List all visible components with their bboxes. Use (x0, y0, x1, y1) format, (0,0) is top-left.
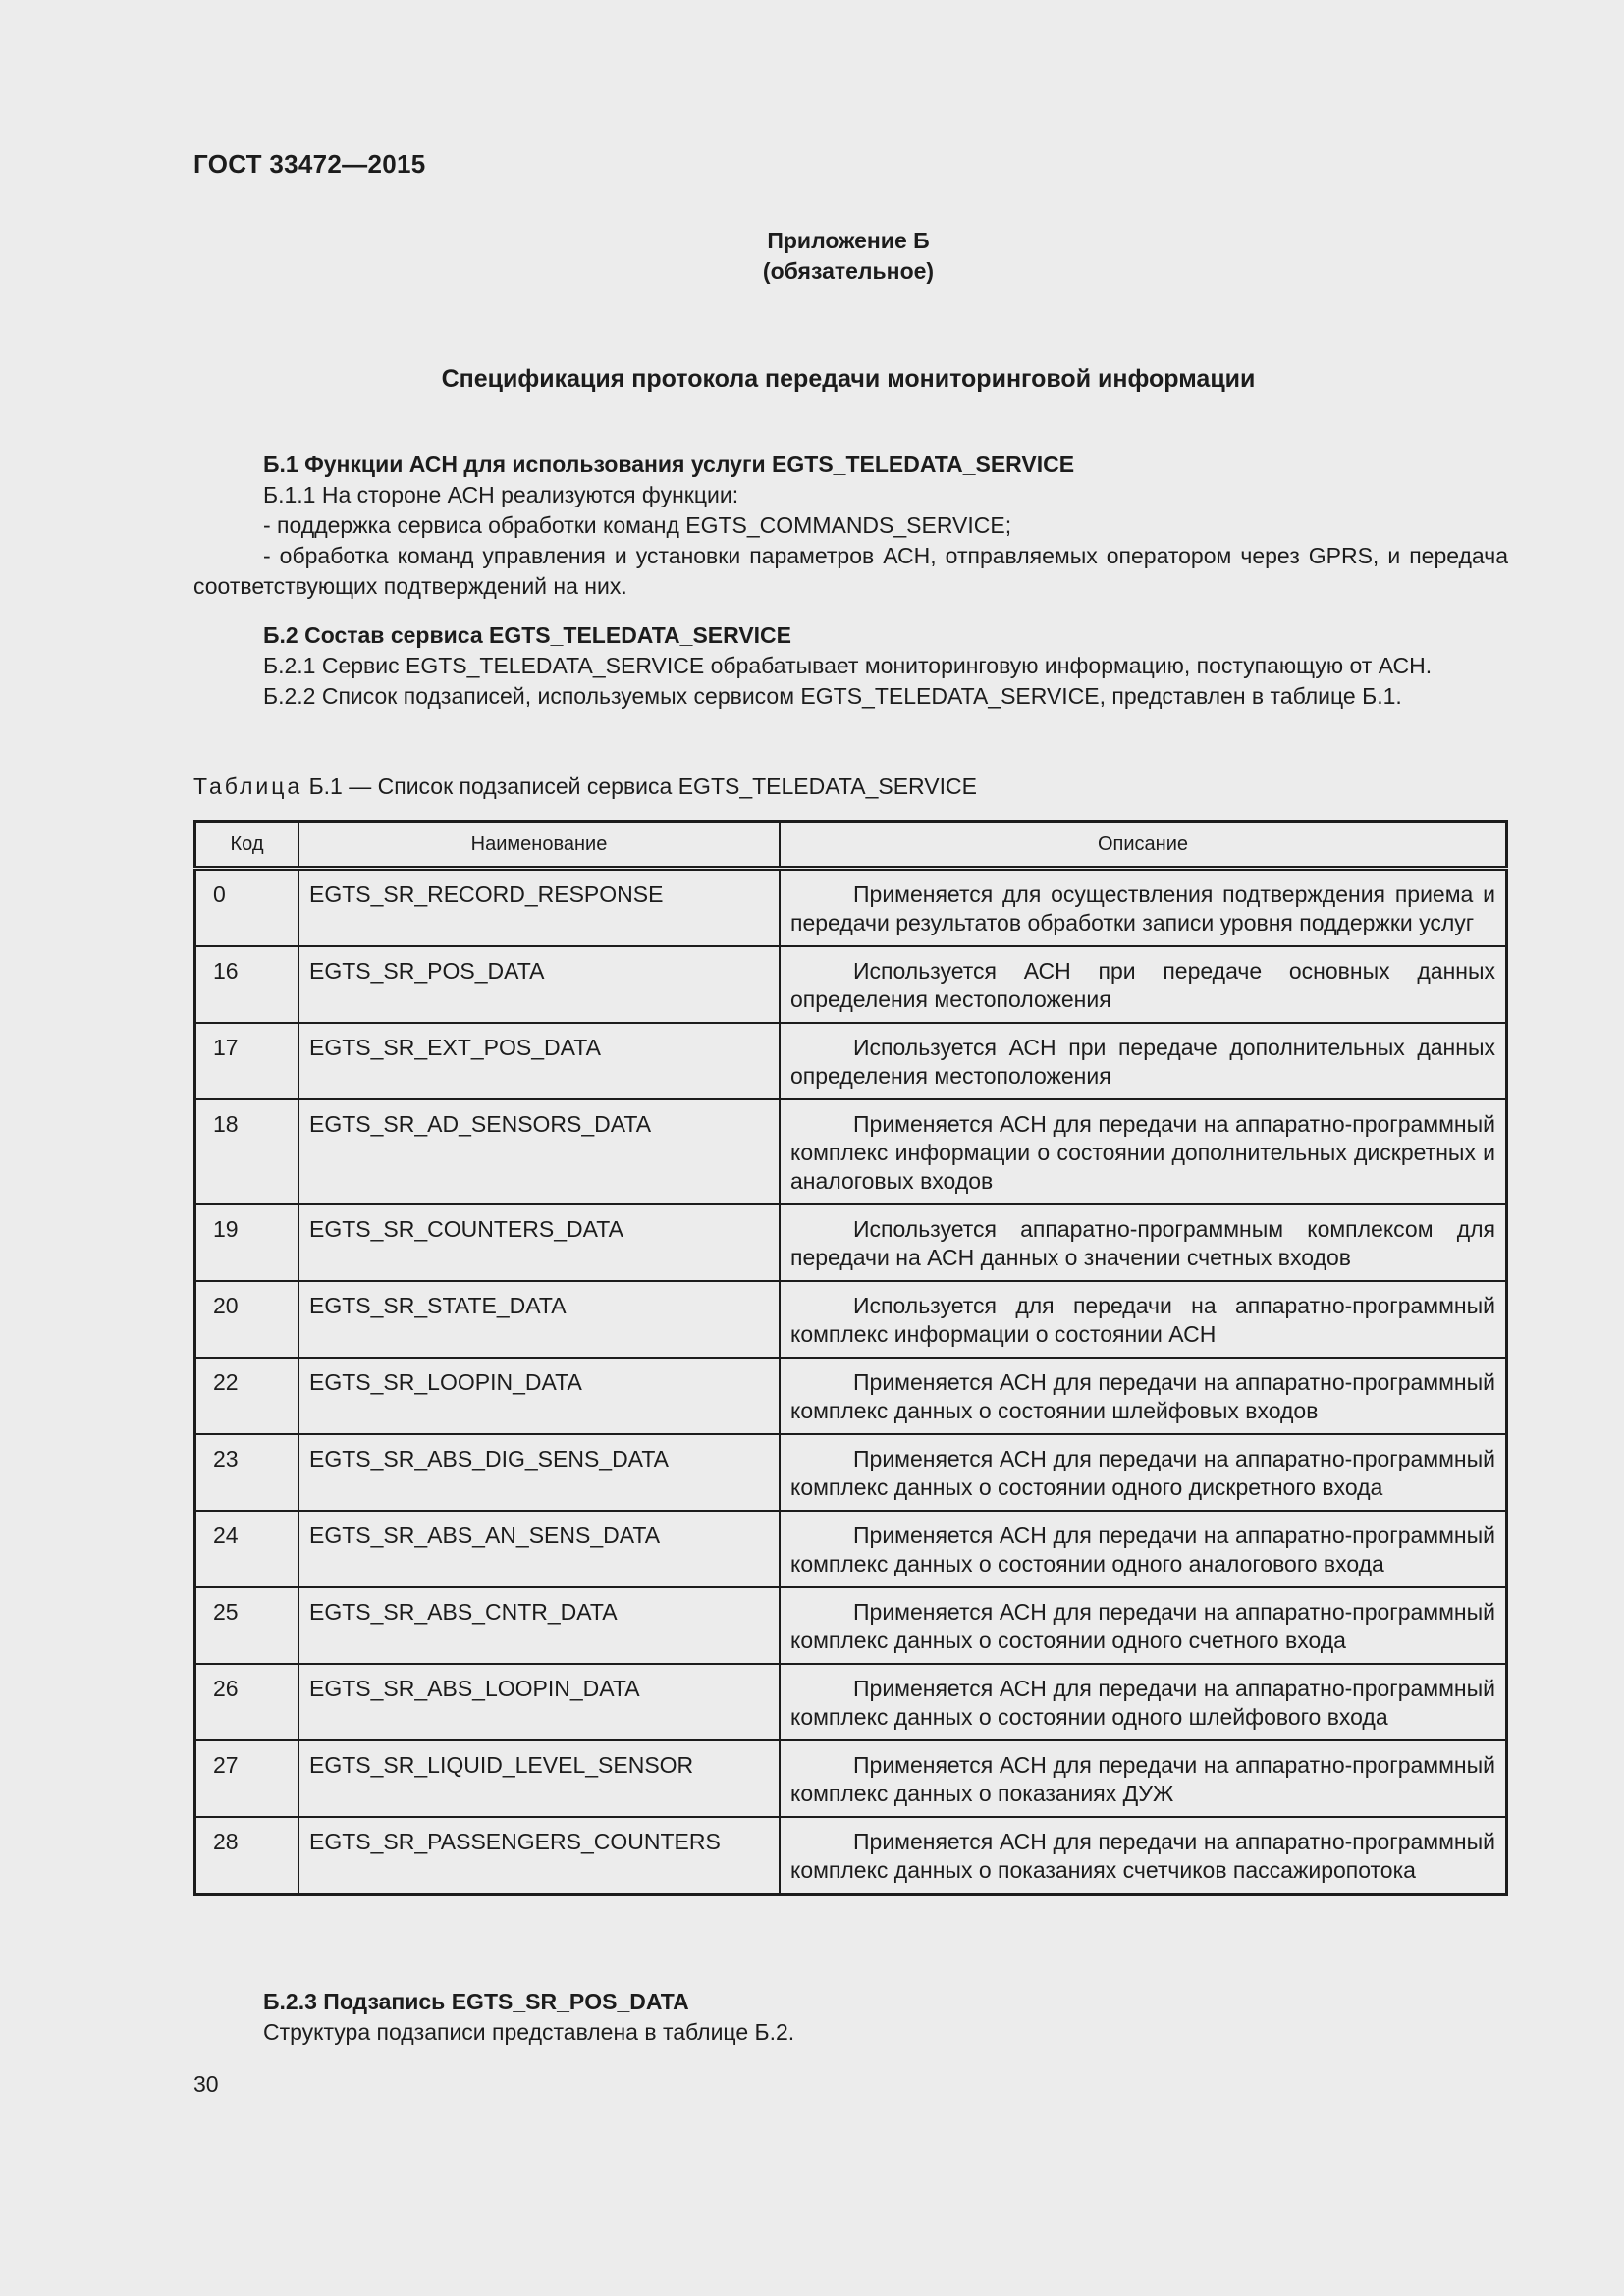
section-b1-paragraph-1: Б.1.1 На стороне АСН реализуются функции: (263, 482, 739, 507)
cell-description: Применяется АСН для передачи на аппаратно-программный комплекс данных о состоянии одного дискретного входа (780, 1434, 1507, 1511)
cell-code: 22 (195, 1358, 299, 1434)
cell-code: 16 (195, 946, 299, 1023)
cell-name: EGTS_SR_COUNTERS_DATA (298, 1204, 780, 1281)
section-b1-paragraph-2: - поддержка сервиса обработки команд EGTS_COMMANDS_SERVICE; (263, 512, 1012, 538)
cell-code: 19 (195, 1204, 299, 1281)
table-row (195, 1587, 1507, 1664)
section-b1-paragraph-3: - обработка команд управления и установки параметров АСН, отправляемых оператором через GPRS, и передача соответствующих подтверждений на них. (193, 543, 1508, 599)
appendix-status: (обязательное) (762, 258, 935, 284)
cell-description: Применяется АСН для передачи на аппаратно-программный комплекс данных о состоянии одного аналогового входа (780, 1511, 1507, 1587)
cell-description: Применяется для осуществления подтверждения приема и передачи результатов обработки записи уровня поддержки услуг (780, 869, 1507, 947)
cell-description: Применяется АСН для передачи на аппаратно-программный комплекс данных о состоянии одного счетного входа (780, 1587, 1507, 1664)
table-row (195, 1204, 1507, 1281)
cell-description: Применяется АСН для передачи на аппаратно-программный комплекс данных о показаниях ДУЖ (780, 1740, 1507, 1817)
standard-header: ГОСТ 33472—2015 (193, 149, 426, 179)
table-row (195, 869, 1507, 947)
cell-code: 26 (195, 1664, 299, 1740)
cell-name: EGTS_SR_POS_DATA (298, 946, 780, 1023)
cell-code: 20 (195, 1281, 299, 1358)
header-code: Код (195, 822, 299, 869)
cell-description: Применяется АСН для передачи на аппаратно-программный комплекс информации о состоянии дополнительных дискретных и аналоговых входов (780, 1099, 1507, 1204)
table-row (195, 1511, 1507, 1587)
table-caption-label: Таблица (193, 774, 303, 799)
cell-code: 24 (195, 1511, 299, 1587)
cell-name: EGTS_SR_LOOPIN_DATA (298, 1358, 780, 1434)
cell-name: EGTS_SR_RECORD_RESPONSE (298, 869, 780, 947)
table-header-row (195, 822, 1507, 869)
cell-name: EGTS_SR_EXT_POS_DATA (298, 1023, 780, 1099)
table-row (195, 946, 1507, 1023)
table-row (195, 1099, 1507, 1204)
header-name: Наименование (298, 822, 780, 869)
section-b23 (193, 1987, 1508, 2048)
section-b2-paragraph-2: Б.2.2 Список подзаписей, используемых сервисом EGTS_TELEDATA_SERVICE, представлен в таблице Б.1. (263, 683, 1402, 709)
section-b1 (193, 450, 1508, 602)
cell-code: 17 (195, 1023, 299, 1099)
cell-name: EGTS_SR_AD_SENSORS_DATA (298, 1099, 780, 1204)
cell-code: 27 (195, 1740, 299, 1817)
cell-code: 25 (195, 1587, 299, 1664)
table-row (195, 1281, 1507, 1358)
section-b2 (193, 620, 1508, 712)
cell-description: Применяется АСН для передачи на аппаратно-программный комплекс данных о состоянии шлейфовых входов (780, 1358, 1507, 1434)
page-number: 30 (193, 2071, 219, 2097)
subrecord-table (193, 820, 1508, 1896)
appendix-title: Приложение Б (767, 228, 930, 253)
section-b23-heading: Б.2.3 Подзапись EGTS_SR_POS_DATA (263, 1989, 689, 2014)
table-row (195, 1740, 1507, 1817)
specification-title: Спецификация протокола передачи мониторинговой информации (441, 365, 1256, 393)
cell-code: 0 (195, 869, 299, 947)
cell-name: EGTS_SR_PASSENGERS_COUNTERS (298, 1817, 780, 1895)
cell-name: EGTS_SR_STATE_DATA (298, 1281, 780, 1358)
cell-code: 23 (195, 1434, 299, 1511)
appendix-heading (0, 226, 1624, 287)
cell-name: EGTS_SR_ABS_CNTR_DATA (298, 1587, 780, 1664)
table-row (195, 1358, 1507, 1434)
cell-description: Применяется АСН для передачи на аппаратно-программный комплекс данных о состоянии одного шлейфового входа (780, 1664, 1507, 1740)
table-row (195, 1664, 1507, 1740)
cell-name: EGTS_SR_ABS_AN_SENS_DATA (298, 1511, 780, 1587)
cell-description: Используется АСН при передаче дополнительных данных определения местоположения (780, 1023, 1507, 1099)
table-caption-text: Б.1 — Список подзаписей сервиса EGTS_TELEDATA_SERVICE (302, 774, 977, 799)
cell-code: 28 (195, 1817, 299, 1895)
table-caption (193, 772, 977, 802)
cell-name: EGTS_SR_LIQUID_LEVEL_SENSOR (298, 1740, 780, 1817)
section-b23-text: Структура подзаписи представлена в таблице Б.2. (263, 2019, 795, 2045)
cell-code: 18 (195, 1099, 299, 1204)
cell-description: Используется аппаратно-программным комплексом для передачи на АСН данных о значении счетных входов (780, 1204, 1507, 1281)
table-row (195, 1434, 1507, 1511)
section-b1-heading: Б.1 Функции АСН для использования услуги EGTS_TELEDATA_SERVICE (263, 452, 1075, 477)
section-b2-paragraph-1: Б.2.1 Сервис EGTS_TELEDATA_SERVICE обрабатывает мониторинговую информацию, поступающую от АСН. (263, 653, 1433, 678)
cell-description: Используется для передачи на аппаратно-программный комплекс информации о состоянии АСН (780, 1281, 1507, 1358)
section-b2-heading: Б.2 Состав сервиса EGTS_TELEDATA_SERVICE (263, 622, 792, 648)
table-row (195, 1023, 1507, 1099)
cell-description: Используется АСН при передаче основных данных определения местоположения (780, 946, 1507, 1023)
cell-name: EGTS_SR_ABS_DIG_SENS_DATA (298, 1434, 780, 1511)
header-description: Описание (780, 822, 1507, 869)
cell-name: EGTS_SR_ABS_LOOPIN_DATA (298, 1664, 780, 1740)
cell-description: Применяется АСН для передачи на аппаратно-программный комплекс данных о показаниях счетчиков пассажиропотока (780, 1817, 1507, 1895)
table-row (195, 1817, 1507, 1895)
